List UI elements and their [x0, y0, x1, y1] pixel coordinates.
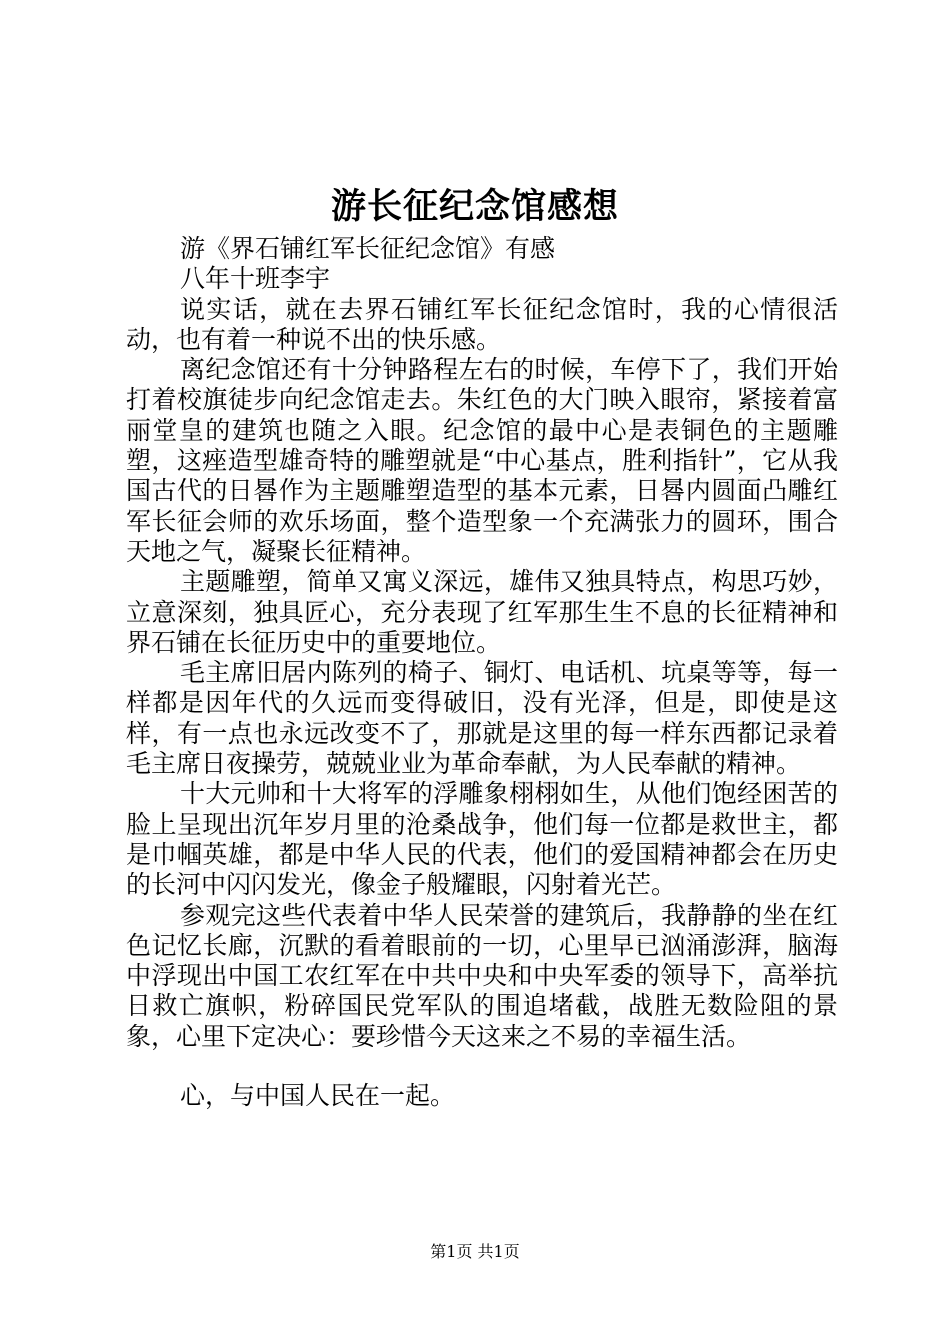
- closing-paragraph: 心，与中国人民在一起。: [180, 1081, 456, 1111]
- page-number-footer: 第1页 共1页: [430, 1242, 520, 1261]
- document-title: 游长征纪念馆感想: [330, 186, 619, 227]
- body-paragraph: 毛主席旧居内陈列的椅子、铜灯、电话机、坑桌等等，每一样都是因年代的久远而变得破旧，没有光泽，但是，即使是这样，有一点也永远改变不了，那就是这里的每一样东西都记录着毛主席日夜操劳，兢兢业业为革命奉献，为人民奉献的精神。: [126, 658, 838, 779]
- document-body: [126, 234, 838, 1111]
- body-paragraph: 十大元帅和十大将军的浮雕象栩栩如生，从他们饱经困苦的脸上呈现出沉年岁月里的沧桑战争，他们每一位都是救世主，都是巾帼英雄，都是中华人民的代表，他们的爱国精神都会在历史的长河中闪闪发光，像金子般耀眼，闪射着光芒。: [126, 779, 838, 900]
- body-paragraph: 参观完这些代表着中华人民荣誉的建筑后，我静静的坐在红色记忆长廊，沉默的看着眼前的一切，心里早已汹涌澎湃，脑海中浮现出中国工农红军在中共中央和中央军委的领导下，高举抗日救亡旗帜，粉碎国民党军队的围追堵截，战胜无数险阻的景象，心里下定决心：要珍惜今天这来之不易的幸福生活。: [126, 900, 838, 1051]
- body-paragraph: 主题雕塑，简单又寓义深远，雄伟又独具特点，构思巧妙，立意深刻，独具匠心，充分表现了红军那生生不息的长征精神和界石铺在长征历史中的重要地位。: [126, 567, 838, 657]
- subtitle-paragraph: 游《界石铺红军长征纪念馆》有感: [180, 234, 556, 263]
- author-line: 八年十班李宇: [180, 264, 331, 294]
- body-paragraph: 说实话，就在去界石铺红军长征纪念馆时，我的心情很活动，也有着一种说不出的快乐感。: [126, 294, 838, 354]
- body-paragraph: 离纪念馆还有十分钟路程左右的时候，车停下了，我们开始打着校旗徒步向纪念馆走去。朱红色的大门映入眼帘，紧接着富丽堂皇的建筑也随之入眼。纪念馆的最中心是表铜色的主题雕塑，这痤造型雄奇特的雕塑就是“中心基点，胜利指针”，它从我国古代的日晷作为主题雕塑造型的基本元素，日晷内圆面凸雕红军长征会师的欢乐场面，整个造型象一个充满张力的圆环，围合天地之气，凝聚长征精神。: [126, 355, 838, 566]
